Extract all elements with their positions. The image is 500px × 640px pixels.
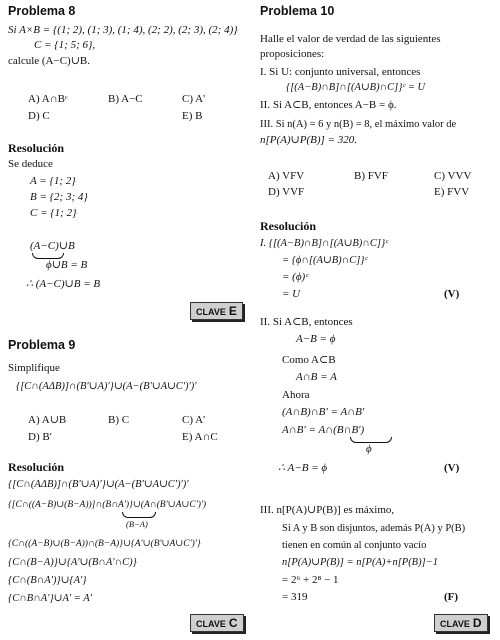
problem-10-resolution-line: Si A y B son disjuntos, además P(A) y P(B): [282, 523, 466, 534]
problem-10-option-b: B) FVF: [354, 170, 388, 182]
problem-8-statement-line: Si A×B = {(1; 2), (1; 3), (1; 4), (2; 2), (2; 3), (2; 4)}: [8, 24, 238, 36]
problem-8-option-b: B) A−C: [108, 93, 143, 105]
problem-9-resolution-line: {C∩((A−B)∪(B−A))∩(B−A)}∪{A'∪(B'∪A∪C')'}: [8, 539, 201, 549]
problem-9-resolution-line: {[C∩((A−B)∪(B−A))]∩(B∩A')}∪(A∩(B'∪A∪C')'): [8, 500, 207, 510]
problem-10-proposition-3-formula: n[P(A)∪P(B)] = 320.: [260, 134, 357, 146]
problem-8-resolution-line: ∴ (A−C)∪B = B: [26, 278, 101, 290]
problem-10-resolution-line: ∴ A−B = ϕ: [278, 462, 328, 474]
answer-key-letter: E: [228, 304, 237, 318]
answer-key-letter: D: [472, 616, 482, 630]
answer-key-label: CLAVE: [440, 619, 470, 629]
problem-9-title: Problema 9: [8, 338, 76, 352]
problem-9-resolution-line: {C∩(B−A)}∪{A'∪(B∩A'∩C)}: [8, 557, 137, 568]
problem-10-resolution-line: = {ϕ∩[(A∪B)∩C]}ᶜ: [282, 255, 368, 266]
problem-10-resolution-line: Como A⊂B: [282, 354, 336, 366]
problem-9-resolution-line: {C∩(B∩A')}∪{A'}: [8, 575, 87, 586]
problem-10-resolution-line: = U: [282, 288, 301, 300]
problem-9-statement-line: Simplifique: [8, 362, 60, 374]
problem-8-option-a: A) A∩Bᶜ: [28, 93, 68, 105]
problem-8-resolution-line: (A−C)∪B: [30, 240, 75, 252]
answer-key-label: CLAVE: [196, 619, 226, 629]
problem-9-resolution-line: {C∩B∩A'}∪A' = A': [8, 593, 92, 604]
problem-10-proposition-1: I. Si U: conjunto universal, entonces: [260, 66, 421, 78]
problem-10-proposition-3: III. Si n(A) = 6 y n(B) = 8, el máximo valor de: [260, 119, 457, 130]
problem-9-brace-label: (B−A): [126, 519, 148, 529]
problem-10-resolution-line: = (ϕ)ᶜ: [282, 271, 309, 283]
problem-9-option-c: C) A': [182, 414, 206, 426]
truth-value: (F): [444, 591, 459, 603]
answer-key-badge: [190, 614, 244, 632]
problem-10-option-e: E) FVV: [434, 186, 470, 198]
problem-10-resolution-line: II. Si A⊂B, entonces: [260, 316, 353, 328]
problem-9-option-e: E) A∩C: [182, 431, 218, 443]
problem-10-resolution-line: = 2⁶ + 2⁸ − 1: [282, 574, 339, 586]
problem-10-title: Problema 10: [260, 4, 335, 18]
problem-10-proposition-2: II. Si A⊂B, entonces A−B = ϕ.: [260, 99, 397, 111]
problem-8-option-d: D) C: [28, 110, 50, 122]
answer-key-letter: C: [228, 616, 238, 630]
problem-8-statement-line: C = {1; 5; 6},: [34, 39, 96, 51]
problem-8-resolution-line: Se deduce: [8, 158, 53, 170]
problem-8-resolution-line: C = {1; 2}: [30, 207, 77, 219]
problem-10-resolution-line: n[P(A)∪P(B)] = n[P(A)+n[P(B)]−1: [282, 557, 439, 568]
problem-8-resolution-line: B = {2; 3; 4}: [30, 191, 88, 203]
problem-9-option-a: A) A∪B: [28, 414, 67, 426]
problem-10-option-c: C) VVV: [434, 170, 472, 182]
answer-key-label: CLAVE: [196, 307, 226, 317]
problem-8-resolution-heading: Resolución: [8, 141, 65, 155]
problem-10-resolution-line: = 319: [282, 591, 308, 603]
problem-10-option-a: A) VFV: [268, 170, 305, 182]
answer-key-badge: [434, 614, 488, 632]
problem-8-resolution-line: ϕ∪B = B: [46, 259, 88, 271]
truth-value: (V): [444, 288, 460, 300]
answer-key-badge: [190, 302, 243, 320]
problem-10-resolution-line: tienen en común al conjunto vacío: [282, 540, 427, 551]
problem-8-statement-line: calcule (A−C)∪B.: [8, 55, 91, 67]
problem-9-option-d: D) B': [28, 431, 52, 443]
problem-10-resolution-heading: Resolución: [260, 219, 317, 233]
problem-10-resolution-line: (A∩B)∩B' = A∩B': [282, 406, 365, 418]
problem-10-statement-line: proposiciones:: [260, 48, 325, 60]
problem-10-option-d: D) VVF: [268, 186, 305, 198]
problem-10-proposition-1-formula: {[(A−B)∩B]∩[(A∪B)∩C]}ᶜ = U: [286, 82, 426, 93]
problem-9-resolution-heading: Resolución: [8, 460, 65, 474]
problem-9-statement-line: {[C∩(AΔB)]∩(B'∪A)'}∪(A−(B'∪A∪C')')': [16, 381, 197, 392]
problem-10-resolution-line: III. n[P(A)∪P(B)] es máximo,: [260, 504, 395, 516]
problem-10-resolution-line: A−B = ϕ: [296, 333, 336, 345]
truth-value: (V): [444, 462, 460, 474]
problem-9-resolution-line: {[C∩(AΔB)]∩(B'∪A)'}∪(A−(B'∪A∪C')')': [8, 479, 189, 490]
problem-10-resolution-line: Ahora: [282, 389, 310, 401]
problem-10-resolution-line: I. {[(A−B)∩B]∩[(A∪B)∩C]}ᶜ: [260, 238, 388, 249]
problem-10-brace-label: ϕ: [366, 443, 372, 455]
problem-8-option-e: E) B: [182, 110, 203, 122]
problem-8-option-c: C) A': [182, 93, 206, 105]
problem-10-resolution-line: A∩B = A: [296, 371, 337, 383]
problem-8-title: Problema 8: [8, 4, 76, 18]
problem-9-option-b: B) C: [108, 414, 130, 426]
problem-8-resolution-line: A = {1; 2}: [30, 175, 76, 187]
problem-10-resolution-line: A∩B' = A∩(B∩B'): [282, 424, 365, 436]
problem-10-statement-line: Halle el valor de verdad de las siguientes: [260, 33, 441, 45]
